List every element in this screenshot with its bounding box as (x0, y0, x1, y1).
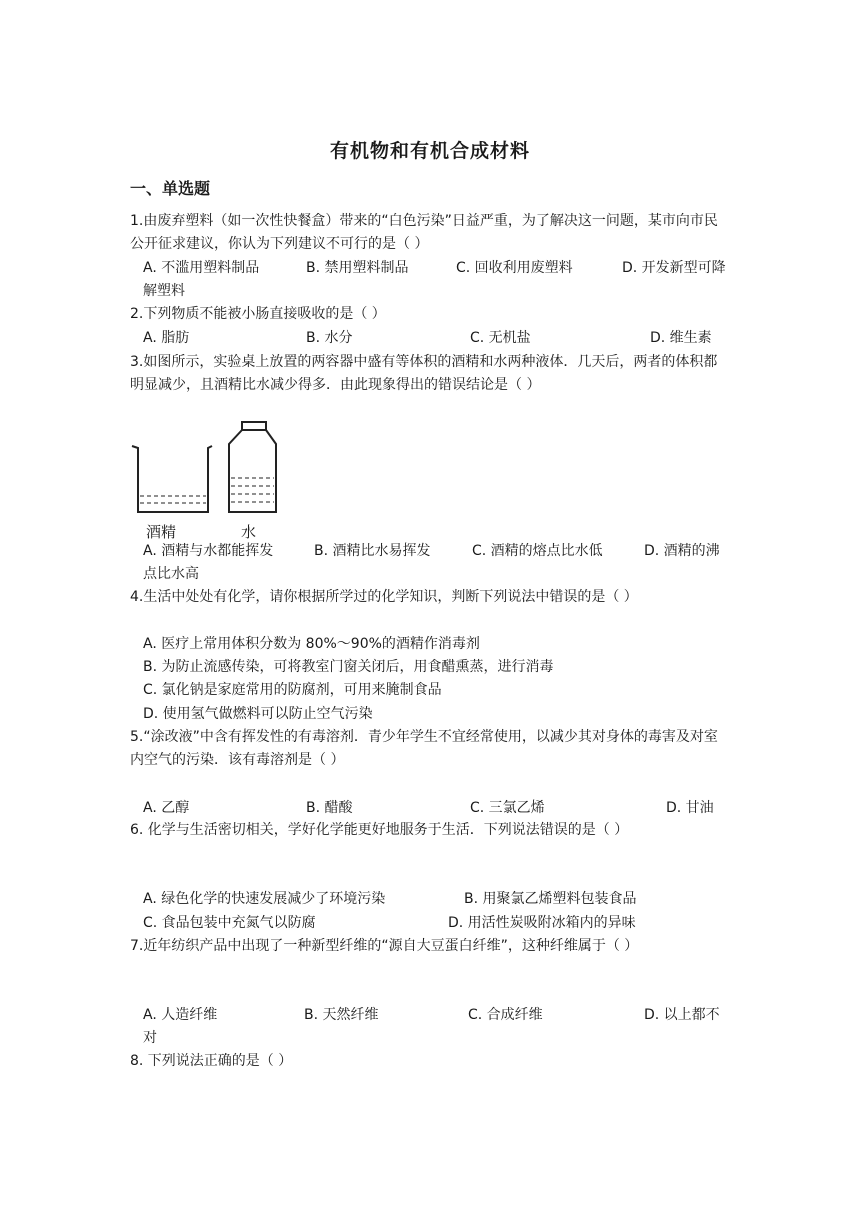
question-4-stem: 4.生活中处处有化学，请你根据所学过的化学知识，判断下列说法中错误的是（ ） (130, 589, 638, 605)
question-4-option-a: A. 医疗上常用体积分数为 80%～90%的酒精作消毒剂 (143, 636, 480, 652)
question-3-option-d-continued: 点比水高 (143, 566, 199, 582)
question-2-stem: 2.下列物质不能被小肠直接吸收的是（ ） (130, 306, 386, 322)
beaker-icon (132, 446, 212, 512)
question-7-option-c: C. 合成纤维 (468, 1007, 543, 1023)
question-3-stem: 3.如图所示，实验桌上放置的两容器中盛有等体积的酒精和水两种液体．几天后，两者的体积都明显减少，且酒精比水减少得多．由此现象得出的错误结论是（ ） (130, 354, 718, 393)
question-4-option-d: D. 使用氢气做燃料可以防止空气污染 (143, 706, 373, 722)
question-7-option-d-continued: 对 (143, 1030, 157, 1046)
question-6-option-d: D. 用活性炭吸附冰箱内的异味 (448, 915, 636, 931)
question-8-stem: 8. 下列说法正确的是（ ） (130, 1053, 293, 1069)
question-7-option-d: D. 以上都不 (644, 1007, 720, 1023)
question-1-option-c: C. 回收利用废塑料 (456, 260, 573, 276)
question-7-option-a: A. 人造纤维 (143, 1007, 218, 1023)
question-5-stem: 5.“涂改液”中含有挥发性的有毒溶剂．青少年学生不宜经常使用，以减少其对身体的毒害及对室内空气的污染．该有毒溶剂是（ ） (130, 729, 718, 768)
question-5-option-d: D. 甘油 (666, 800, 714, 816)
page-title: 有机物和有机合成材料 (329, 140, 530, 162)
question-4-option-b: B. 为防止流感传染，可将教室门窗关闭后，用食醋熏蒸，进行消毒 (143, 659, 554, 675)
figure-label-water: 水 (241, 523, 257, 541)
question-2-option-b: B. 水分 (306, 330, 353, 346)
question-2-option-c: C. 无机盐 (470, 330, 531, 346)
question-4-option-c: C. 氯化钠是家庭常用的防腐剂，可用来腌制食品 (143, 682, 442, 698)
question-7-stem: 7.近年纺织产品中出现了一种新型纤维的“源自大豆蛋白纤维”，这种纤维属于（ ） (130, 938, 639, 954)
question-6-option-c: C. 食品包装中充氮气以防腐 (143, 915, 316, 931)
question-6-option-b: B. 用聚氯乙烯塑料包装食品 (464, 891, 637, 907)
question-6-option-a: A. 绿色化学的快速发展减少了环境污染 (143, 891, 386, 907)
section-heading: 一、单选题 (130, 179, 211, 198)
question-2-option-a: A. 脂肪 (143, 330, 190, 346)
question-1-option-d: D. 开发新型可降 (622, 260, 726, 276)
question-1-option-d-continued: 解塑料 (143, 283, 185, 299)
question-3-option-a: A. 酒精与水都能挥发 (143, 543, 274, 559)
figure-label-alcohol: 酒精 (146, 523, 177, 541)
question-1-option-b: B. 禁用塑料制品 (306, 260, 409, 276)
question-5-option-b: B. 醋酸 (306, 800, 353, 816)
question-3-option-b: B. 酒精比水易挥发 (314, 543, 431, 559)
question-3-option-c: C. 酒精的熔点比水低 (472, 543, 603, 559)
question-1-option-a: A. 不滥用塑料制品 (143, 260, 260, 276)
beaker-and-bottle-figure (128, 418, 288, 518)
question-1-stem: 1.由废弃塑料（如一次性快餐盒）带来的“白色污染”日益严重，为了解决这一问题，某市向市民公开征求建议，你认为下列建议不可行的是（ ） (130, 213, 718, 252)
question-5-option-c: C. 三氯乙烯 (470, 800, 545, 816)
question-2-option-d: D. 维生素 (650, 330, 712, 346)
question-3-option-d: D. 酒精的沸 (644, 543, 720, 559)
question-5-option-a: A. 乙醇 (143, 800, 190, 816)
question-7-option-b: B. 天然纤维 (304, 1007, 379, 1023)
question-6-stem: 6. 化学与生活密切相关，学好化学能更好地服务于生活．下列说法错误的是（ ） (130, 822, 629, 838)
bottle-icon (229, 422, 276, 512)
